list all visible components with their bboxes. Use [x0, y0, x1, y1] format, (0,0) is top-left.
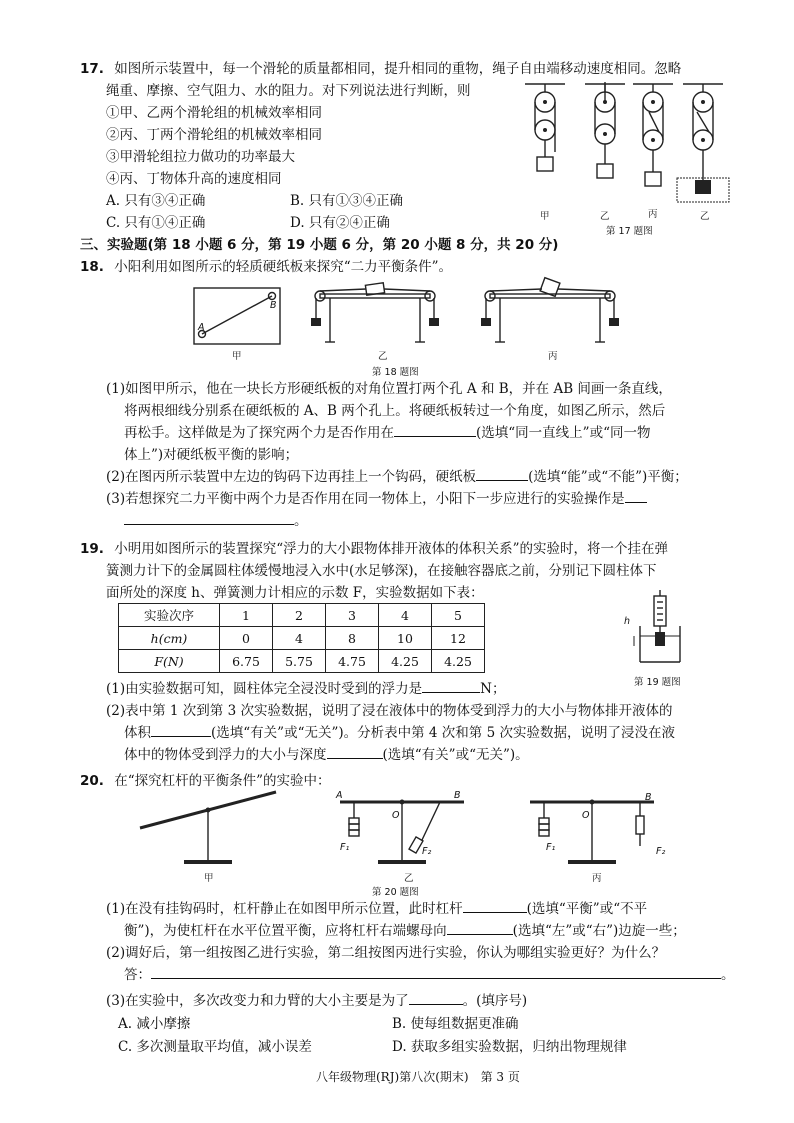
table-header-cell: 实验次序	[119, 604, 220, 627]
q20-part2-line: (2)调好后，第一组按图乙进行实验，第二组按图丙进行实验，你认为哪组实验更好？为什么？	[106, 945, 666, 961]
q20-option-b: B. 使每组数据更准确	[392, 1016, 519, 1032]
table-cell: 0	[220, 627, 273, 650]
q20-figure	[140, 788, 700, 872]
q20-answer-label: 答：	[124, 967, 151, 983]
q20-bing-force-1: F₁	[546, 842, 556, 853]
q18-part1-line3	[124, 422, 650, 444]
q18-part1-line2: 将两根细线分别系在硬纸板的 A、B 两个孔上。将硬纸板转过一个角度，如图乙所示，然后	[124, 403, 666, 419]
q18-part3-line2	[124, 510, 308, 532]
q19-figure	[630, 590, 690, 670]
q20-bing-force-2: F₂	[656, 846, 666, 857]
table-row	[119, 627, 485, 650]
q20-yi-point-o: O	[392, 810, 400, 821]
q18-point-a: A	[198, 322, 205, 333]
table-cell: 10	[379, 627, 432, 650]
lever-yi	[340, 800, 464, 865]
q17-statement-4: ④丙、丁物体升高的速度相同	[106, 171, 282, 187]
q19-depth-label: h	[624, 616, 631, 627]
q20-part1-text-1a: (1)在没有挂钩码时，杠杆静止在如图甲所示位置，此时杠杆	[106, 901, 463, 917]
q17-statement-2: ②丙、丁两个滑轮组的机械效率相同	[106, 127, 322, 143]
q20-blank-3[interactable]	[409, 992, 463, 1005]
q18-figure-caption: 第 18 题图	[372, 367, 419, 378]
table-cell: 8	[326, 627, 379, 650]
q19-part1-line	[106, 678, 505, 700]
q19-stem-text1: 小明用如图所示的装置探究“浮力的大小跟物体排开液体的体积关系”的实验时，将一个挂在弹	[114, 541, 669, 557]
q18-part3-text: (3)若想探究二力平衡中两个力是否作用在同一物体上，小阳下一步应进行的实验操作是	[106, 491, 625, 507]
q18-blank-3b[interactable]	[124, 512, 294, 525]
q17-option-b: B. 只有①③④正确	[290, 193, 404, 209]
q18-stem-text: 小阳利用如图所示的轻质硬纸板来探究“二力平衡条件”。	[114, 259, 453, 275]
q17-statement-1: ①甲、乙两个滑轮组的机械效率相同	[106, 105, 322, 121]
q19-stem-line1	[80, 538, 668, 560]
q18-figure	[190, 284, 630, 354]
q20-label-yi: 乙	[404, 873, 414, 884]
q19-stem-line3: 面所处的深度 h、弹簧测力计相应的示数 F，实验数据如下表：	[106, 585, 484, 601]
table-cell: F(N)	[119, 650, 220, 673]
pulley-system-bing	[633, 84, 673, 186]
q17-stem-text1: 如图所示装置中，每一个滑轮的质量都相同，提升相同的重物，绳子自由端移动速度相同。忽略	[114, 61, 682, 77]
q17-option-a: A. 只有③④正确	[106, 193, 206, 209]
q20-answer-end: 。	[721, 967, 735, 983]
q18-label-bing: 丙	[548, 351, 558, 362]
q17-stem-line1	[80, 58, 681, 80]
q19-part2-text-2a: 体积	[124, 725, 151, 741]
q18-part2-line	[106, 466, 688, 488]
q17-option-d: D. 只有②④正确	[290, 215, 390, 231]
table-header-cell: 5	[432, 604, 485, 627]
table-header-cell: 4	[379, 604, 432, 627]
q17-label-yi: 乙	[600, 211, 610, 222]
q20-part3-line	[106, 990, 527, 1012]
q18-blank-2[interactable]	[476, 468, 528, 481]
q17-option-c: C. 只有①④正确	[106, 215, 206, 231]
q19-part1-text-b: N；	[480, 681, 506, 697]
q20-yi-force-2: F₂	[422, 846, 432, 857]
q20-part3-text-a: (3)在实验中，多次改变力和力臂的大小主要是为了	[106, 993, 409, 1009]
q20-yi-point-b: B	[454, 790, 461, 801]
q19-part1-text-a: (1)由实验数据可知，圆柱体完全浸没时受到的浮力是	[106, 681, 423, 697]
q18-part1-line4: 体上”)对硬纸板平衡的影响；	[124, 447, 299, 463]
q20-part1-line2	[124, 920, 686, 942]
q18-stem-line	[80, 256, 452, 278]
q19-number: 19.	[80, 541, 104, 557]
q18-part3-line	[106, 488, 647, 510]
q20-yi-force-1: F₁	[340, 842, 350, 853]
pulley-system-jia	[525, 84, 565, 171]
q17-statement-3: ③甲滑轮组拉力做功的功率最大	[106, 149, 295, 165]
q19-data-table	[118, 603, 485, 673]
table-row	[119, 604, 485, 627]
q20-blank-answer[interactable]	[151, 966, 721, 979]
table-header-cell: 3	[326, 604, 379, 627]
q20-option-d: D. 获取多组实验数据，归纳出物理规律	[392, 1039, 627, 1055]
q20-label-bing: 丙	[592, 873, 602, 884]
q20-option-a: A. 减小摩擦	[118, 1016, 191, 1032]
table-cell: 4.25	[432, 650, 485, 673]
q18-point-b: B	[270, 300, 277, 311]
q20-figure-caption: 第 20 题图	[372, 887, 419, 898]
q18-part2-text-a: (2)在图丙所示装置中左边的钩码下边再挂上一个钩码，硬纸板	[106, 469, 477, 485]
table-cell: 5.75	[273, 650, 326, 673]
q17-number: 17.	[80, 61, 104, 77]
q20-stem-text: 在“探究杠杆的平衡条件”的实验中：	[114, 773, 331, 789]
table-cell: 12	[432, 627, 485, 650]
q20-part1-line1	[106, 898, 647, 920]
q20-part1-text-2b: (选填“左”或“右”)边旋一些；	[512, 923, 686, 939]
table-header-cell: 2	[273, 604, 326, 627]
q19-part2-line1: (2)表中第 1 次到第 3 次实验数据，说明了浸在液体中的物体受到浮力的大小与物体排开液体的	[106, 703, 673, 719]
q18-label-yi: 乙	[378, 351, 388, 362]
q20-part2-answer-line	[124, 964, 735, 986]
page-footer: 八年级物理(RJ)第八次(期末) 第 3 页	[316, 1070, 520, 1084]
table-header-cell: 1	[220, 604, 273, 627]
q18-part2-text-b: (选填“能”或“不能”)平衡；	[528, 469, 688, 485]
table-cell: 4.25	[379, 650, 432, 673]
q20-label-jia: 甲	[204, 873, 214, 884]
q19-stem-line2: 簧测力计下的金属圆柱体缓慢地浸入水中(水足够深)，在接触容器底之前，分别记下圆柱体下	[106, 563, 657, 579]
pulley-system-yi	[585, 82, 625, 178]
q17-stem-line2: 绳重、摩擦、空气阻力、水的阻力。对下列说法进行判断，则	[106, 83, 471, 99]
lever-bing	[530, 800, 654, 865]
q20-bing-point-o: O	[582, 810, 590, 821]
table-cell: 4	[273, 627, 326, 650]
q20-yi-point-a: A	[336, 790, 343, 801]
q18-part1-line1: (1)如图甲所示，他在一块长方形硬纸板的对角位置打两个孔 A 和 B，并在 AB 间画一条直线，	[106, 381, 672, 397]
section-3-heading: 三、实验题(第 18 小题 6 分，第 19 小题 6 分，第 20 小题 8 分，共 20 分)	[80, 237, 559, 253]
q17-label-bing: 丙	[648, 209, 658, 220]
q20-bing-point-b: B	[645, 792, 652, 803]
q20-blank-1[interactable]	[463, 900, 527, 913]
q18-number: 18.	[80, 259, 104, 275]
apparatus-bing	[481, 278, 619, 342]
q17-label-jia: 甲	[540, 211, 550, 222]
pulley-system-ding	[677, 84, 729, 202]
q19-part2-text-2b: (选填“有关”或“无关”)。分析表中第 4 次和第 5 次实验数据，说明了浸没在液	[211, 725, 675, 741]
table-cell: 4.75	[326, 650, 379, 673]
q20-part1-text-1b: (选填“平衡”或“不平	[526, 901, 648, 917]
board-jia	[194, 288, 280, 344]
q18-blank-1[interactable]	[394, 424, 476, 437]
q19-figure-caption: 第 19 题图	[634, 677, 681, 688]
q17-label-ding: 乙	[700, 211, 710, 222]
table-cell: h(cm)	[119, 627, 220, 650]
q20-option-c: C. 多次测量取平均值，减小误差	[118, 1039, 312, 1055]
q18-blank-3a[interactable]	[625, 490, 647, 503]
table-cell: 6.75	[220, 650, 273, 673]
q20-number: 20.	[80, 773, 104, 789]
apparatus-yi	[311, 283, 439, 342]
lever-jia	[140, 792, 276, 864]
q18-part1-text3b: (选填“同一直线上”或“同一物	[476, 425, 651, 441]
q20-blank-2[interactable]	[447, 922, 513, 935]
q18-label-jia: 甲	[232, 351, 242, 362]
q19-part2-line3	[124, 744, 529, 766]
q17-figure-caption: 第 17 题图	[606, 226, 653, 237]
q19-part2-text-3b: (选填“有关”或“无关”)。	[382, 747, 529, 763]
q19-part2-text-3a: 体中的物体受到浮力的大小与深度	[124, 747, 327, 763]
q18-part3-end: 。	[294, 513, 308, 529]
q19-blank-2[interactable]	[151, 724, 211, 737]
q19-blank-3[interactable]	[327, 746, 383, 759]
q19-blank-1[interactable]	[422, 680, 480, 693]
q20-part1-text-2a: 衡”)，为使杠杆在水平位置平衡，应将杠杆右端螺母向	[124, 923, 447, 939]
q20-part3-text-b: 。(填序号)	[462, 993, 528, 1009]
q18-part1-text3a: 再松手。这样做是为了探究两个力是否作用在	[124, 425, 394, 441]
q19-part2-line2	[124, 722, 675, 744]
table-row	[119, 650, 485, 673]
